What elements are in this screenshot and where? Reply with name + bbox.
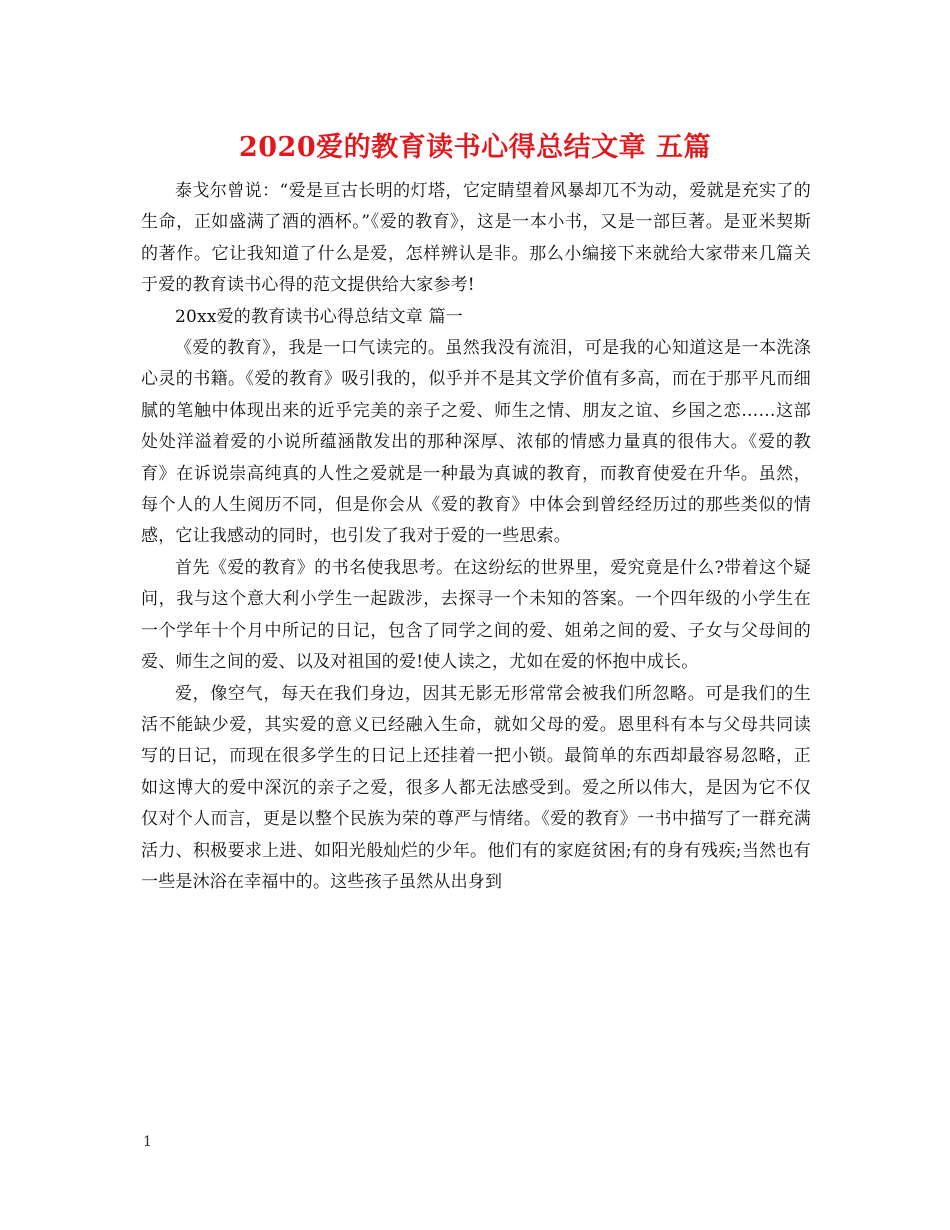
body-paragraph: 《爱的教育》，我是一口气读完的。虽然我没有流泪，可是我的心知道这是一本洗涤心灵的书籍。《爱的教育》吸引我的，似乎并不是其文学价值有多高，而在于那平凡而细腻的笔触中体现出来的近乎完美的亲子之爱、师生之情、朋友之谊、乡国之恋……这部处处洋溢着爱的小说所蕴涵散发出的那种深厚、浓郁的情感力量真的很伟大。《爱的教育》在诉说崇高纯真的人性之爱就是一种最为真诚的教育，而教育使爱在升华。虽然，每个人的人生阅历不同，但是你会从《爱的教育》中体会到曾经经历过的那些类似的情感，它让我感动的同时，也引发了我对于爱的一些思索。 bbox=[141, 338, 811, 547]
page-number: 1 bbox=[143, 1134, 152, 1150]
document-title: 2020爱的教育读书心得总结文章 五篇 bbox=[238, 132, 712, 163]
section-heading: 20xx爱的教育读书心得总结文章 篇一 bbox=[175, 306, 464, 327]
document-body bbox=[141, 176, 811, 898]
body-paragraph: 爱，像空气，每天在我们身边，因其无影无形常常会被我们所忽略。可是我们的生活不能缺少爱，其实爱的意义已经融入生命，就如父母的爱。恩里科有本与父母共同读写的日记，而现在很多学生的日记上还挂着一把小锁。最简单的东西却最容易忽略，正如这博大的爱中深沉的亲子之爱，很多人都无法感受到。爱之所以伟大，是因为它不仅仅对个人而言，更是以整个民族为荣的尊严与情绪。《爱的教育》一书中描写了一群充满活力、积极要求上进、如阳光般灿烂的少年。他们有的家庭贫困;有的身有残疾;当然也有一些是沐浴在幸福中的。这些孩子虽然从出身到 bbox=[141, 683, 811, 892]
body-paragraph: 首先《爱的教育》的书名使我思考。在这纷纭的世界里，爱究竟是什么?带着这个疑问，我与这个意大利小学生一起跋涉，去探寻一个未知的答案。一个四年级的小学生在一个学年十个月中所记的日记，包含了同学之间的爱、姐弟之间的爱、子女与父母间的爱、师生之间的爱、以及对祖国的爱!使人读之，尤如在爱的怀抱中成长。 bbox=[141, 557, 811, 673]
intro-paragraph: 泰戈尔曾说：“爱是亘古长明的灯塔，它定睛望着风暴却兀不为动，爱就是充实了的生命，正如盛满了酒的酒杯。”《爱的教育》，这是一本小书，又是一部巨著。是亚米契斯的著作。它让我知道了什么是爱，怎样辨认是非。那么小编接下来就给大家带来几篇关于爱的教育读书心得的范文提供给大家参考! bbox=[141, 181, 811, 296]
